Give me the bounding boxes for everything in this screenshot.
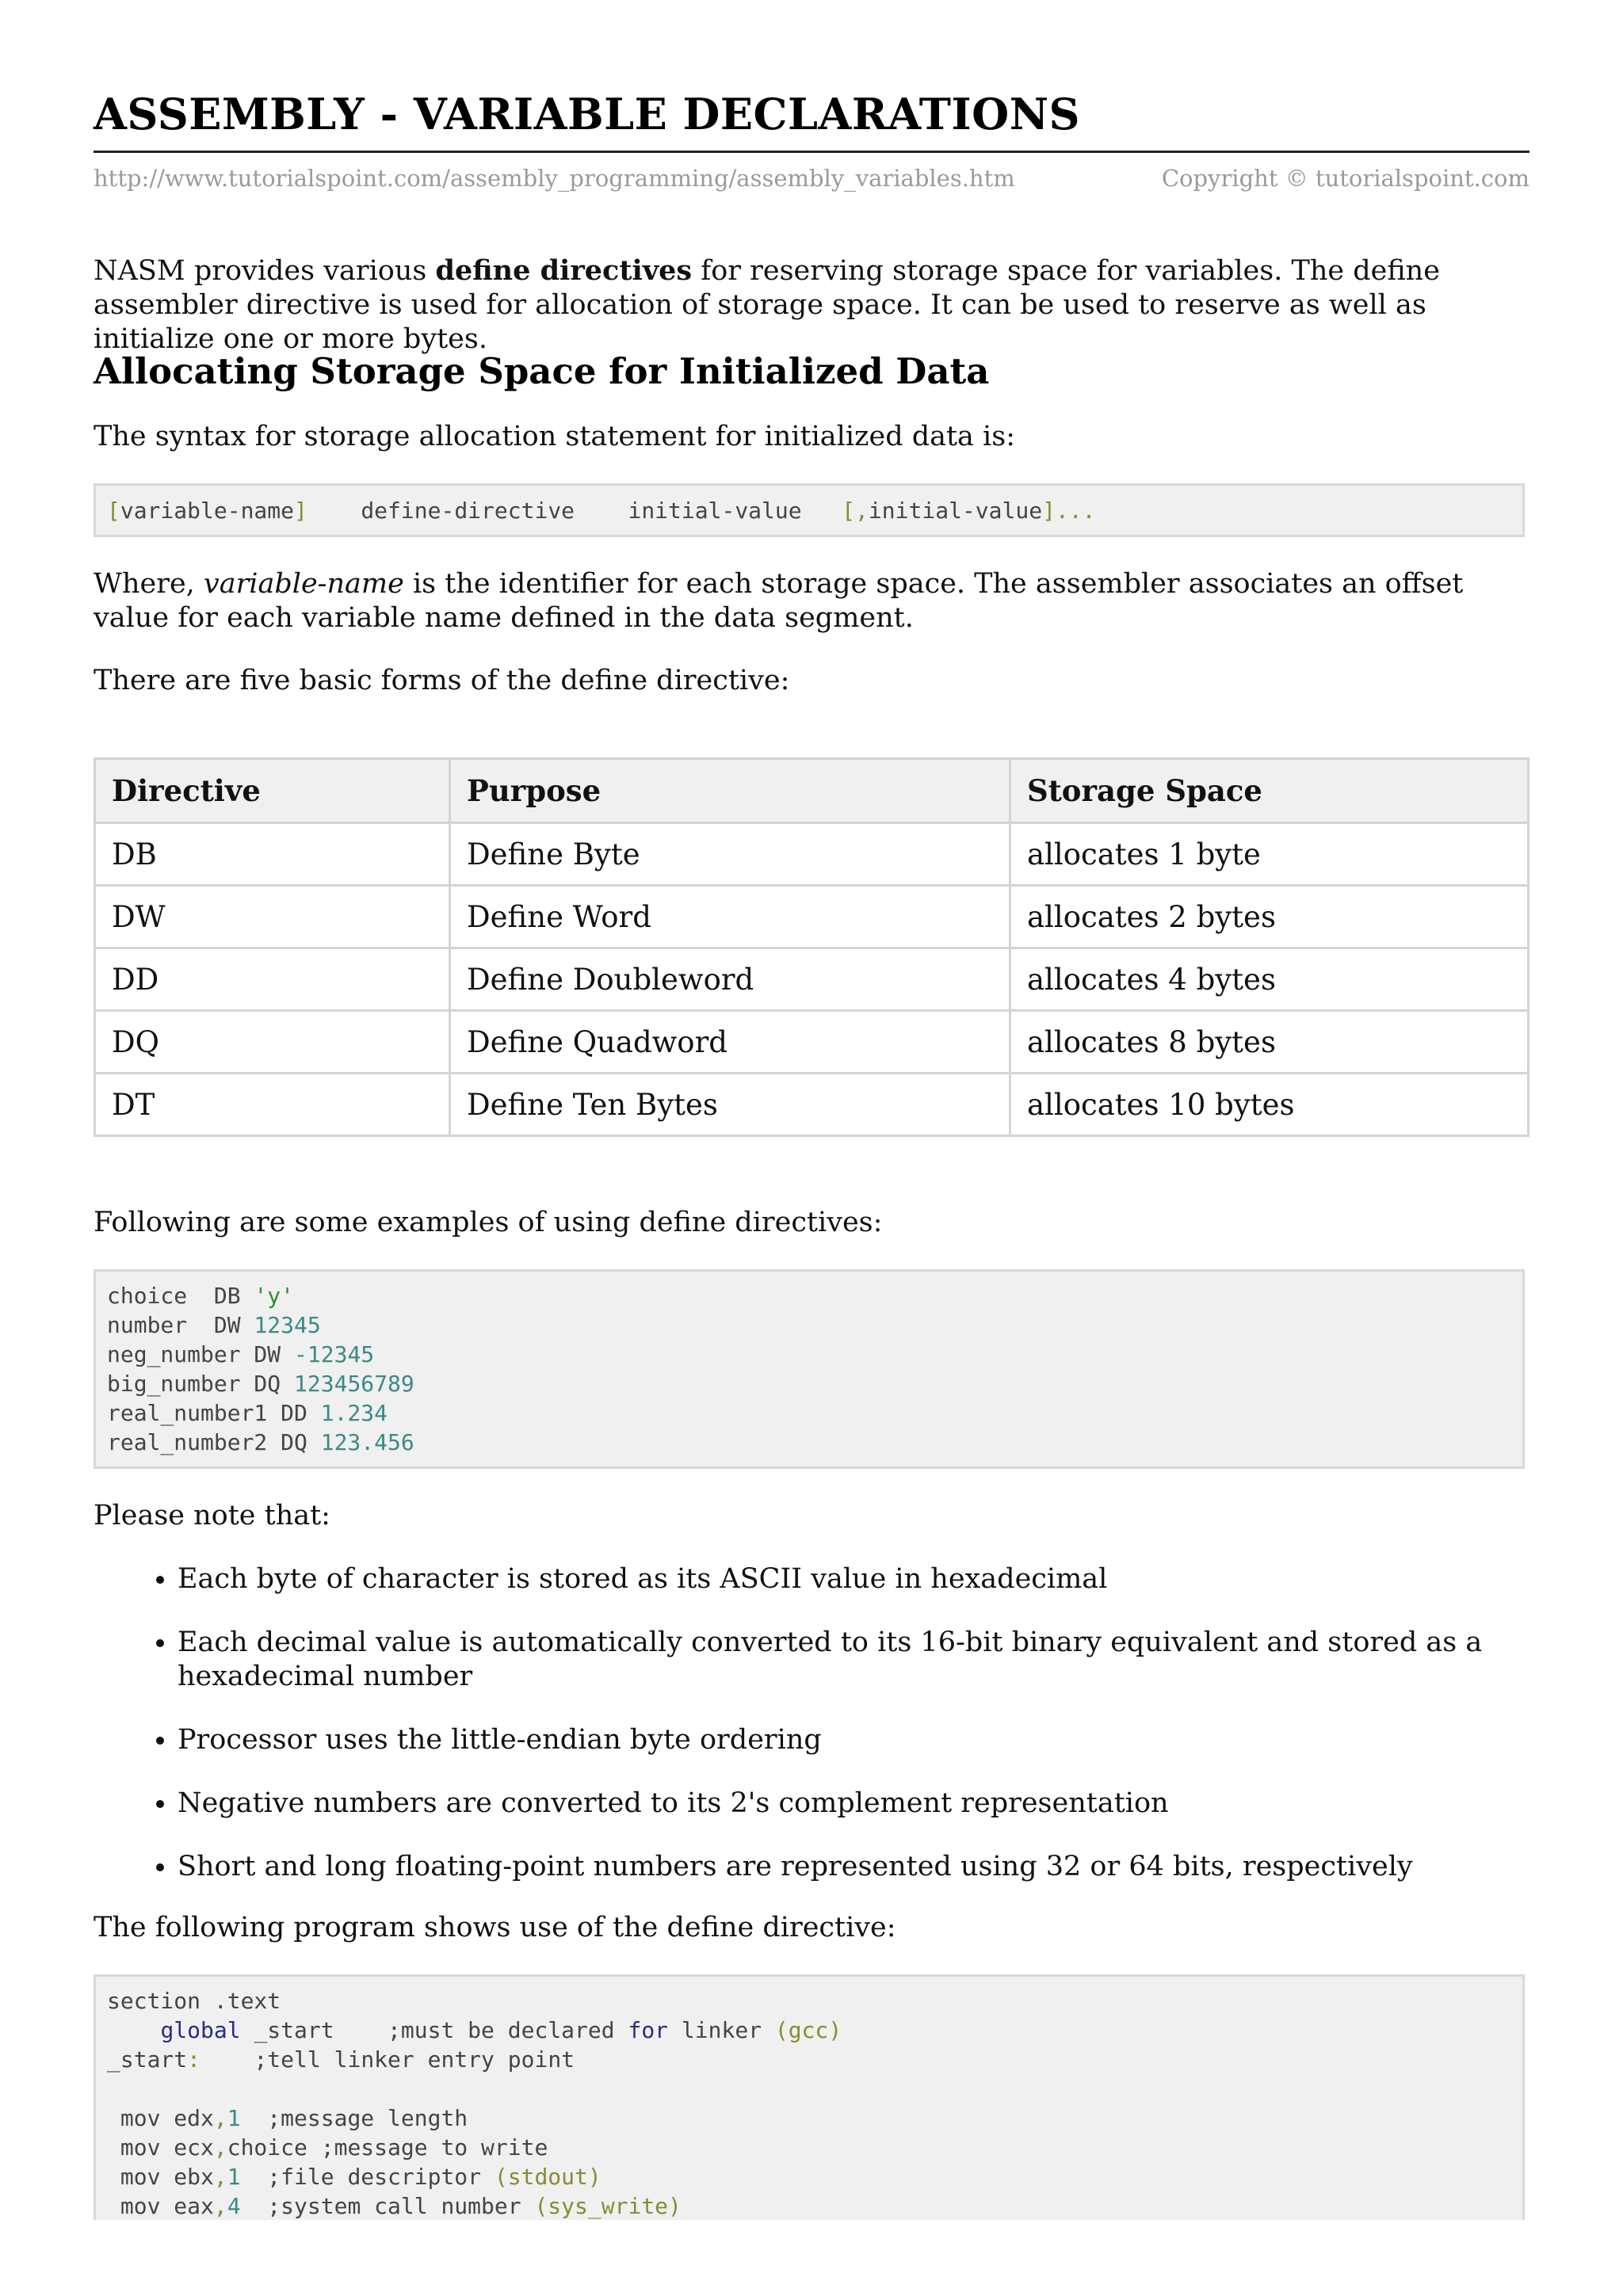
list-item: • Short and long floating-point numbers are represented using 32 or 64 bits, respectively	[178, 1850, 1613, 1884]
table-row	[95, 823, 1529, 886]
code-comment: (sys_write)	[534, 2193, 682, 2219]
code-line	[107, 1369, 1511, 1398]
code-keyword: for	[628, 2017, 669, 2043]
code-token: _start	[240, 2017, 388, 2043]
table-cell: allocates 4 bytes	[1010, 948, 1529, 1011]
list-item: • Processor uses the little-endian byte ordering	[178, 1723, 1613, 1757]
list-item: • Negative numbers are converted to its 2's complement representation	[178, 1787, 1613, 1821]
code-line	[107, 2074, 1511, 2103]
code-comment: linker	[668, 2017, 775, 2043]
title-divider	[94, 151, 1529, 153]
code-comment: (stdout)	[494, 2164, 601, 2190]
code-decl: real_number1 DD	[107, 1400, 321, 1426]
code-line	[107, 2133, 1511, 2162]
where-italic-term: variable-name	[203, 568, 404, 600]
program-intro: The following program shows use of the define directive:	[94, 1912, 896, 1943]
code-token: choice	[227, 2134, 321, 2161]
code-line	[107, 2103, 1511, 2133]
code-token: ,	[213, 2134, 227, 2161]
code-number: 1	[227, 2164, 241, 2190]
intro-bold-term: define directives	[435, 254, 693, 287]
table-cell: Define Doubleword	[450, 948, 1010, 1011]
code-number: 4	[227, 2193, 241, 2219]
list-item: • Each byte of character is stored as its ASCII value in hexadecimal	[178, 1562, 1613, 1596]
code-comment: (gcc)	[774, 2017, 842, 2043]
table-cell: allocates 10 bytes	[1010, 1074, 1529, 1136]
code-decl: neg_number DW	[107, 1341, 295, 1367]
intro-text-after: for reserving storage space for variables. The define assembler directive is used for allocation of storage space. It can be used to reserve as well as initialize one or more bytes.	[94, 255, 1440, 355]
table-cell: DT	[95, 1074, 450, 1136]
syntax-optional-close: ]...	[1042, 498, 1096, 524]
syntax-gap	[307, 498, 361, 524]
code-comment: ;message to write	[320, 2134, 548, 2161]
table-header-cell: Directive	[95, 759, 450, 823]
table-row	[95, 948, 1529, 1011]
code-token: mov ecx	[107, 2134, 214, 2161]
code-line	[107, 1340, 1511, 1369]
where-paragraph	[94, 567, 1529, 635]
where-text-after: is the identifier for each storage space. The assembler associates an offset value for each variable name defined in the data segment.	[94, 568, 1464, 634]
code-comment: ;must be declared	[388, 2017, 628, 2043]
table-row	[95, 886, 1529, 948]
code-line	[107, 1428, 1511, 1457]
code-decl: number DW	[107, 1312, 254, 1338]
source-url[interactable]: http://www.tutorialspoint.com/assembly_programming/assembly_variables.htm	[94, 165, 1015, 192]
code-token: ,	[213, 2193, 227, 2219]
code-token: mov edx	[107, 2105, 214, 2131]
code-token: ,	[213, 2164, 227, 2190]
code-value: -12345	[294, 1341, 375, 1367]
table-cell: allocates 2 bytes	[1010, 886, 1529, 948]
directives-table	[94, 757, 1529, 1137]
syntax-variable-name: variable-name	[120, 498, 295, 524]
code-comment: ;file descriptor	[240, 2164, 495, 2190]
syntax-intro: The syntax for storage allocation statement for initialized data is:	[94, 421, 1015, 452]
syntax-optional-value: initial-value	[868, 498, 1043, 524]
intro-paragraph	[94, 254, 1529, 357]
code-line	[107, 1398, 1511, 1428]
table-cell: Define Word	[450, 886, 1010, 948]
syntax-initial-value: initial-value	[628, 498, 802, 524]
intro-text-before: NASM provides various	[94, 255, 436, 287]
syntax-code-block	[94, 483, 1525, 537]
five-forms-text: There are five basic forms of the define directive:	[94, 665, 790, 696]
code-comment: ;system call number	[240, 2193, 535, 2219]
note-intro: Please note that:	[94, 1500, 330, 1531]
code-line	[107, 1986, 1511, 2016]
code-line	[107, 2016, 1511, 2045]
code-value: 1.234	[320, 1400, 388, 1426]
table-header-cell: Storage Space	[1010, 759, 1529, 823]
code-token: mov ebx	[107, 2164, 214, 2190]
examples-intro: Following are some examples of using define directives:	[94, 1207, 883, 1238]
code-comment: ;message length	[240, 2105, 468, 2131]
table-cell: Define Quadword	[450, 1011, 1010, 1074]
code-keyword: global	[160, 2017, 241, 2043]
code-decl: choice DB	[107, 1283, 254, 1309]
where-text-before: Where,	[94, 568, 204, 600]
table-cell: DW	[95, 886, 450, 948]
code-line	[107, 2162, 1511, 2191]
table-cell: Define Ten Bytes	[450, 1074, 1010, 1136]
code-value: 'y'	[254, 1283, 295, 1309]
code-token: :	[187, 2046, 254, 2073]
code-value: 12345	[254, 1312, 321, 1338]
table-cell: allocates 8 bytes	[1010, 1011, 1529, 1074]
copyright-notice: Copyright © tutorialspoint.com	[1161, 165, 1529, 192]
table-header-cell: Purpose	[450, 759, 1010, 823]
table-row	[95, 1011, 1529, 1074]
syntax-optional-open: [,	[842, 498, 869, 524]
code-decl: real_number2 DQ	[107, 1429, 321, 1455]
examples-code-block	[94, 1269, 1525, 1469]
syntax-gap	[575, 498, 628, 524]
code-line	[107, 1281, 1511, 1310]
section-heading: Allocating Storage Space for Initialized Data	[94, 350, 990, 392]
code-comment: ;tell linker entry point	[254, 2046, 575, 2073]
table-row	[95, 1074, 1529, 1136]
table-cell: DB	[95, 823, 450, 886]
list-item: • Each decimal value is automatically converted to its 16-bit binary equivalent and stored as a hexadecimal number	[178, 1626, 1613, 1694]
code-token: ,	[213, 2105, 227, 2131]
table-header-row	[95, 759, 1529, 823]
syntax-bracket: [	[107, 498, 120, 524]
page-meta	[94, 165, 1529, 192]
code-value: 123.456	[320, 1429, 414, 1455]
page-title: ASSEMBLY - VARIABLE DECLARATIONS	[94, 89, 1081, 139]
code-token: mov eax	[107, 2193, 214, 2219]
syntax-directive: define-directive	[361, 498, 575, 524]
code-number: 1	[227, 2105, 241, 2131]
table-cell: DD	[95, 948, 450, 1011]
code-line	[107, 2191, 1511, 2220]
table-cell: Define Byte	[450, 823, 1010, 886]
code-decl: big_number DQ	[107, 1371, 295, 1397]
code-token	[107, 2017, 160, 2043]
code-line	[107, 2045, 1511, 2074]
code-token: section	[107, 1988, 214, 2014]
syntax-bracket: ]	[294, 498, 307, 524]
code-value: 123456789	[294, 1371, 414, 1397]
program-code-block	[94, 1974, 1525, 2220]
syntax-gap	[802, 498, 842, 524]
code-line	[107, 1310, 1511, 1340]
table-cell: DQ	[95, 1011, 450, 1074]
notes-list	[94, 1562, 1613, 1913]
code-token: _start	[107, 2046, 188, 2073]
table-cell: allocates 1 byte	[1010, 823, 1529, 886]
code-token: .text	[213, 1988, 281, 2014]
